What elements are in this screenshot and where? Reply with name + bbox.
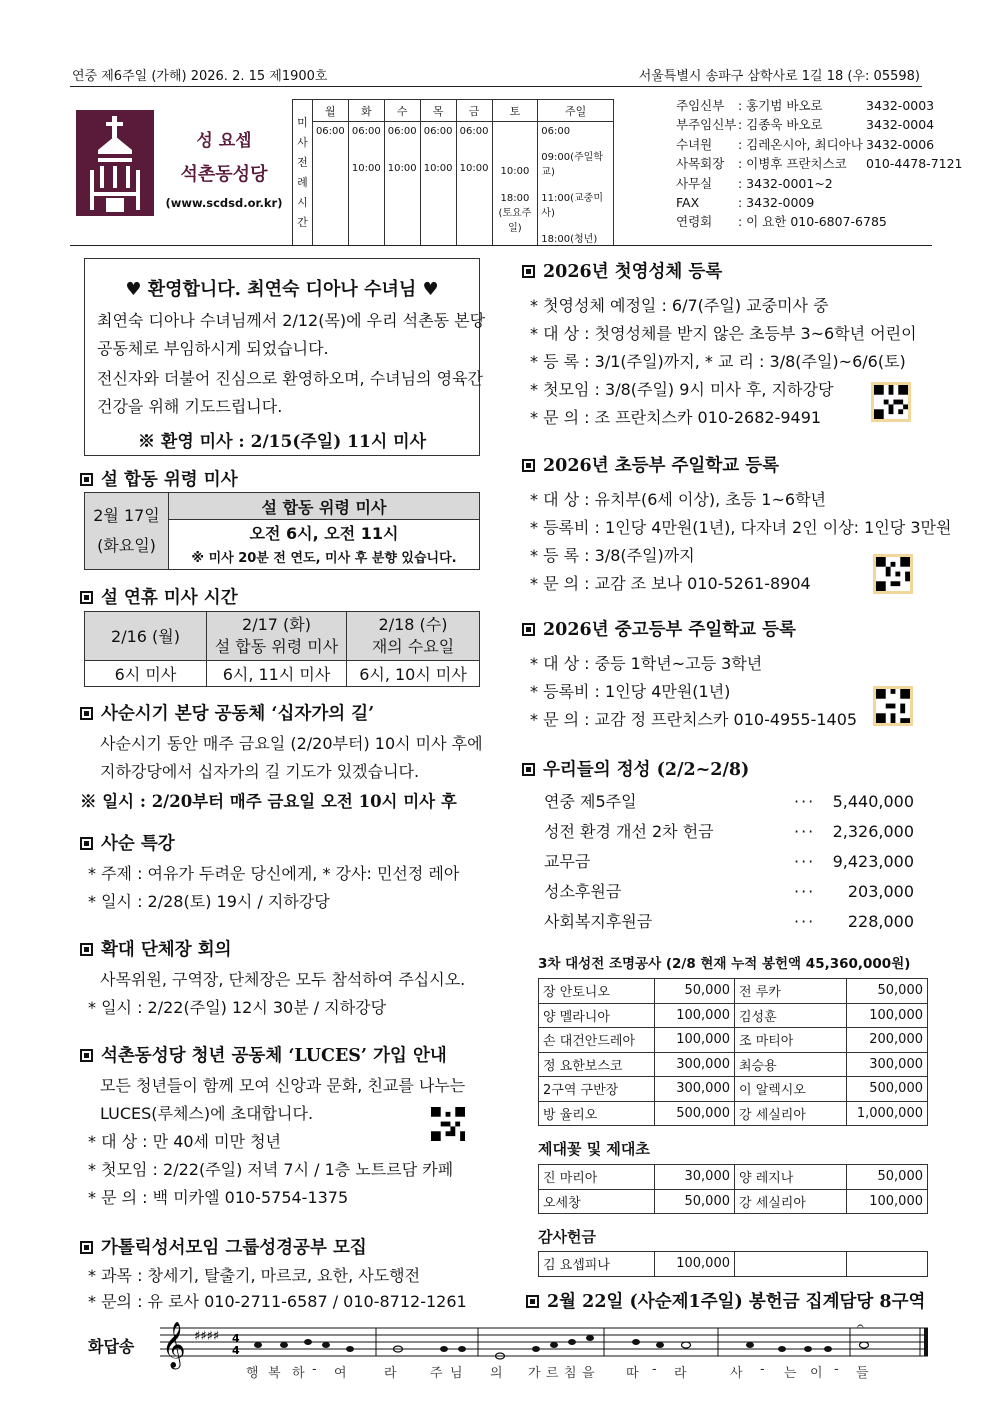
joint-mass-table: [84, 492, 480, 570]
staff-row: 부주임신부 : 김종욱 바오로 3432-0004: [676, 117, 935, 133]
square-bullet-icon: [522, 459, 535, 472]
welcome-line: 전신자와 더불어 진심으로 환영하오며, 수녀님의 영육간: [97, 369, 484, 388]
council-line: 사목위원, 구역장, 단체장은 모두 참석하여 주십시오.: [100, 970, 466, 989]
staff-row: 사목회장 : 이병후 프란치스코 010-4478-7121: [676, 156, 963, 172]
offerings-heading: 우리들의 정성 (2/2~2/8): [522, 756, 749, 781]
square-bullet-icon: [80, 943, 93, 956]
welcome-line: 최연숙 디아나 수녀님께서 2/12(목)에 우리 석촌동 본당: [97, 311, 486, 330]
elementary-heading: 2026년 초등부 주일학교 등록: [522, 452, 779, 477]
table-row: 김 요셉피나 100,000: [539, 1252, 928, 1277]
welcome-line: 건강을 위해 기도드립니다.: [97, 397, 283, 416]
lecture-heading: 사순 특강: [80, 830, 175, 855]
holiday-col-1: 2/16 (월): [85, 612, 207, 661]
joint-mass-times: 오전 6시, 오전 11시: [169, 520, 480, 545]
welcome-box: [84, 258, 486, 456]
qr-code-icon[interactable]: [873, 686, 913, 726]
thanks-table: [538, 1251, 928, 1277]
cross-line: 사순시기 동안 매주 금요일 (2/20부터) 10시 미사 후에: [100, 734, 483, 753]
joint-mass-header: 설 합동 위령 미사: [169, 493, 480, 520]
logo-title: 성 요셉: [196, 131, 252, 151]
collection-heading: 2월 22일 (사순제1주일) 봉헌금 집계담당 8구역: [526, 1288, 925, 1313]
square-bullet-icon: [80, 707, 93, 720]
welcome-title: ♥ 환영합니다. 최연숙 디아나 수녀님 ♥: [125, 279, 439, 300]
day-tue: 화: [348, 100, 384, 122]
offering-row: 사회복지후원금 ··· 228,000: [544, 912, 914, 931]
table-row: 진 마리아 30,000 양 레지나 50,000: [539, 1165, 928, 1190]
day-wed: 수: [384, 100, 420, 122]
logo-church-name: 석촌동성당: [180, 164, 268, 185]
lighting-heading: 3차 대성전 조명공사 (2/8 현재 누적 봉헌액 45,360,000원): [538, 956, 911, 972]
square-bullet-icon: [80, 1049, 93, 1062]
day-thu: 목: [420, 100, 456, 122]
offering-row: 성소후원금 ··· 203,000: [544, 882, 914, 901]
fri-times: 06:00 10:00: [456, 122, 492, 246]
luces-line: * 문 의 : 백 미카엘 010-5754-1375: [88, 1188, 349, 1207]
staff-directory: [676, 96, 963, 232]
luces-line: * 첫모임 : 2/22(주일) 저녁 7시 / 1층 노트르담 카페: [88, 1160, 454, 1179]
table-row: 2구역 구반장 300,000 이 알렉시오 500,000: [539, 1077, 928, 1102]
thu-times: 06:00 10:00: [420, 122, 456, 246]
holiday-col-2: 2/17 (화) 설 합동 위령 미사: [207, 612, 347, 661]
square-bullet-icon: [522, 623, 535, 636]
square-bullet-icon: [80, 473, 93, 486]
table-row: 방 율리오 500,000 강 세실리아 1,000,000: [539, 1101, 928, 1126]
joint-mass-note: ※ 미사 20분 전 연도, 미사 후 분향 있습니다.: [169, 545, 480, 570]
first-communion-line: * 첫모임 : 3/8(주일) 9시 미사 후, 지하강당: [530, 380, 834, 399]
day-sun: 주일: [538, 100, 614, 122]
elementary-line: * 등록비 : 1인당 4만원(1년), 다자녀 2인 이상: 1인당 3만원: [530, 518, 952, 537]
svg-text:4: 4: [232, 1344, 240, 1357]
svg-text:𝄐: 𝄐: [857, 1319, 864, 1333]
bible-line: * 과목 : 창세기, 탈출기, 마르코, 요한, 사도행전: [88, 1266, 421, 1285]
psalm-label: 화답송: [88, 1337, 135, 1356]
table-row: 장 안토니오 50,000 전 루카 50,000: [539, 979, 928, 1004]
secondary-line: * 문 의 : 교감 정 프란치스카 010-4955-1405: [530, 710, 858, 729]
table-row: 손 대건안드레아 100,000 조 마티아 200,000: [539, 1028, 928, 1053]
square-bullet-icon: [80, 837, 93, 850]
masthead-divider: [70, 245, 932, 246]
first-communion-heading: 2026년 첫영성체 등록: [522, 258, 722, 283]
square-bullet-icon: [526, 1295, 539, 1308]
holiday-mass-heading: 설 연휴 미사 시간: [80, 584, 238, 609]
day-sat: 토: [492, 100, 538, 122]
table-row: 정 요한보스코 300,000 최승용 300,000: [539, 1052, 928, 1077]
lighting-table: [538, 978, 928, 1126]
mass-schedule-side-label: 미 사 전 례 시 간: [293, 100, 313, 246]
council-line: * 일시 : 2/22(주일) 12시 30분 / 지하강당: [88, 998, 387, 1017]
luces-line: 모든 청년들이 함께 모여 신앙과 문화, 친교를 나누는: [100, 1076, 466, 1095]
svg-text:♯♯♯♯: ♯♯♯♯: [194, 1329, 220, 1344]
cross-schedule: ※ 일시 : 2/20부터 매주 금요일 오전 10시 미사 후: [80, 792, 457, 811]
square-bullet-icon: [80, 591, 93, 604]
staff-row: 사무실 : 3432-0001~2: [676, 175, 833, 191]
svg-text:𝄞: 𝄞: [162, 1322, 186, 1368]
offering-row: 성전 환경 개선 2차 헌금 ··· 2,326,000: [544, 822, 914, 841]
qr-code-icon[interactable]: [428, 1104, 468, 1144]
joint-mass-heading: 설 합동 위령 미사: [80, 466, 238, 491]
first-communion-line: * 대 상 : 첫영성체를 받지 않은 초등부 3~6학년 어린이: [530, 324, 917, 343]
tue-times: 06:00 10:00: [348, 122, 384, 246]
offering-row: 교무금 ··· 9,423,000: [544, 852, 914, 871]
day-mon: 월: [312, 100, 348, 122]
psalm-lyrics: 행 복 하 - 여 라 주 님 의 가 르 침 을 따 - 라 사 - 는 이 - 들: [246, 1362, 869, 1381]
holiday-col-3: 2/18 (수) 재의 수요일: [347, 612, 480, 661]
joint-mass-date: 2월 17일 (화요일): [85, 493, 169, 570]
sun-times: 06:00 09:00(주일학교) 11:00(교중미사) 18:00(청년): [538, 122, 614, 246]
logo-url[interactable]: (www.scdsd.or.kr): [165, 196, 283, 210]
sat-times: 10:00 18:00 (토요주일): [492, 122, 538, 246]
cross-heading: 사순시기 본당 공동체 ‘십자가의 길’: [80, 700, 374, 725]
thanks-heading: 감사헌금: [538, 1228, 596, 1246]
luces-line: * 대 상 : 만 40세 미만 청년: [88, 1132, 281, 1151]
church-address: 서울특별시 송파구 삼학사로 1길 18 (우: 05598): [638, 69, 920, 84]
svg-text:4: 4: [232, 1332, 240, 1345]
issue-info: 연중 제6주일 (가해) 2026. 2. 15 제1900호: [72, 69, 328, 84]
staff-row: 주임신부 : 홍기범 바오로 3432-0003: [676, 98, 935, 113]
table-row: 오세창 50,000 강 세실리아 100,000: [539, 1189, 928, 1214]
staff-row: FAX : 3432-0009: [676, 195, 815, 211]
holiday-val-3: 6시, 10시 미사: [347, 660, 480, 686]
secondary-line: * 등록비 : 1인당 4만원(1년): [530, 682, 731, 701]
welcome-line: 공동체로 부임하시게 되었습니다.: [97, 339, 329, 358]
staff-row: 연령회 : 이 요한 010-6807-6785: [676, 214, 887, 230]
church-logo-icon: [76, 110, 154, 216]
luces-heading: 석촌동성당 청년 공동체 ‘LUCES’ 가입 안내: [80, 1042, 447, 1067]
lecture-line: * 일시 : 2/28(토) 19시 / 지하강당: [88, 892, 330, 911]
square-bullet-icon: [522, 265, 535, 278]
luces-line: LUCES(루체스)에 초대합니다.: [100, 1104, 314, 1123]
bible-line: * 문의 : 유 로사 010-2711-6587 / 010-8712-1261: [88, 1292, 467, 1311]
qr-code-icon[interactable]: [871, 382, 911, 422]
offering-row: 연중 제5주일 ··· 5,440,000: [544, 792, 914, 811]
first-communion-line: * 첫영성체 예정일 : 6/7(주일) 교중미사 중: [530, 296, 829, 315]
offerings-list: [544, 788, 914, 938]
welcome-mass: ※ 환영 미사 : 2/15(주일) 11시 미사: [137, 432, 427, 452]
day-fri: 금: [456, 100, 492, 122]
secondary-line: * 대 상 : 중등 1학년~고등 3학년: [530, 654, 763, 673]
square-bullet-icon: [522, 763, 535, 776]
holiday-mass-table: [84, 611, 480, 687]
elementary-line: * 대 상 : 유치부(6세 이상), 초등 1~6학년: [530, 490, 826, 509]
qr-code-icon[interactable]: [873, 554, 913, 594]
holiday-val-1: 6시 미사: [85, 660, 207, 686]
elementary-line: * 등 록 : 3/8(주일)까지: [530, 546, 695, 565]
first-communion-line: * 문 의 : 조 프란치스카 010-2682-9491: [530, 408, 822, 427]
header-divider: [70, 86, 922, 87]
bible-heading: 가톨릭성서모임 그룹성경공부 모집: [80, 1234, 367, 1259]
table-row: 양 멜라니아 100,000 김성훈 100,000: [539, 1003, 928, 1028]
holiday-val-2: 6시, 11시 미사: [207, 660, 347, 686]
flowers-heading: 제대꽃 및 제대초: [538, 1140, 650, 1158]
square-bullet-icon: [80, 1241, 93, 1254]
flowers-table: [538, 1164, 928, 1214]
elementary-line: * 문 의 : 교감 조 보나 010-5261-8904: [530, 574, 811, 593]
council-heading: 확대 단체장 회의: [80, 936, 232, 961]
first-communion-line: * 등 록 : 3/1(주일)까지, * 교 리 : 3/8(주일)~6/6(토): [530, 352, 906, 371]
mass-schedule-table: [292, 99, 614, 246]
mon-times: 06:00: [312, 122, 348, 246]
cross-line: 지하강당에서 십자가의 길 기도가 있겠습니다.: [100, 762, 420, 781]
secondary-heading: 2026년 중고등부 주일학교 등록: [522, 616, 796, 641]
lecture-line: * 주제 : 여유가 두려운 당신에게, * 강사: 민선정 레아: [88, 864, 460, 883]
staff-row: 수녀원 : 김레온시아, 최디아나 3432-0006: [676, 136, 935, 152]
wed-times: 06:00 10:00: [384, 122, 420, 246]
